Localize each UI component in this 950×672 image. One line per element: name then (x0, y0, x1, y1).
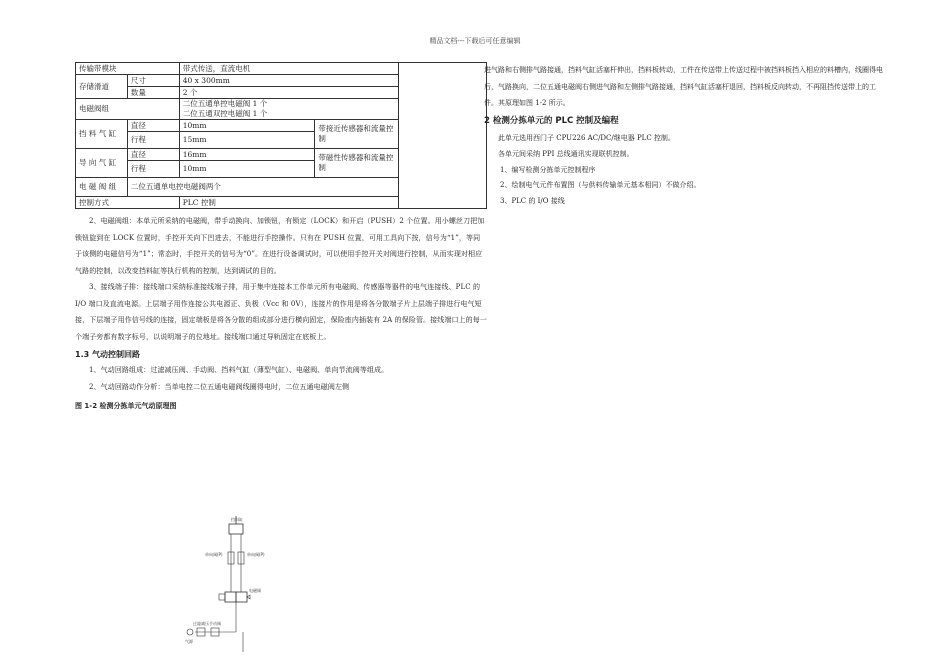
manual-valve-label: 手动阀 (209, 621, 221, 626)
paragraph-solenoid: 2、电磁阀组：本单元所采纳的电磁阀，带手动换向、加锁钮，有锁定（LOCK）和开启（PUSH）2 个位置。用小螺丝刀把加锁钮旋到在 LOCK 位置时，手控开关向下凹进去，不能进行手控操作。只有在 PUSH 位置，可用工具向下按，信号为“1”，等同于该侧的电磁信号为“1”；常态时，手控开关的信号为“0”。在进行设备调试时，可以使用手控开关对阀进行控制，从而实现对相应气路的控制，以改变挡料缸等执行机构的控制，达到调试的目的。 (75, 217, 485, 275)
table-cell: 控制方式 (76, 197, 180, 209)
solenoid-coil (219, 594, 225, 600)
cylinder-body (229, 524, 243, 534)
air-source-label: 气源 (185, 639, 193, 644)
table-cell: 带磁性传感器和流量控制 (315, 149, 399, 178)
table-cell: 电磁阀组 (76, 99, 180, 120)
valve-label-2: 单向阀(P) (247, 552, 265, 557)
table-cell: 15mm (179, 132, 315, 149)
table-cell: 电 磁 阀 组 (76, 178, 128, 197)
table-cell: 二位五通单电控电磁阀两个 (127, 178, 398, 197)
paragraph-analysis: 2、气动回路动作分析：当单电控二位五通电磁阀线圈得电时，二位五通电磁阀左侧 (89, 382, 350, 391)
table-cell: 存储滑道 (76, 75, 128, 99)
figure-caption: 图 1-2 检测分拣单元气动原理图 (75, 402, 177, 410)
table-cell: 直径 (127, 120, 179, 132)
right-column (484, 62, 884, 209)
air-source-icon (187, 629, 193, 635)
table-cell: 带接近传感器和流量控制 (315, 120, 399, 149)
table-cell (179, 99, 398, 120)
section-heading-2: 2 检测分拣单元的 PLC 控制及编程 (484, 115, 619, 126)
table-cell-empty (399, 63, 487, 209)
list-item: 1、编写检测分拣单元控制程序 (500, 165, 596, 174)
list-item: 2、绘制电气元件布置图（与供料传输单元基本相同）不做介绍。 (500, 181, 701, 189)
table-cell: 行程 (127, 132, 179, 149)
table-row (76, 63, 487, 75)
spec-table (75, 62, 487, 209)
table-cell: 10mm (179, 120, 315, 132)
table-cell: 40 x 300mm (179, 75, 398, 87)
solenoid-label: 电磁阀 (249, 588, 261, 593)
left-column (75, 62, 487, 411)
paragraph-plc: 此单元选用西门子 CPU226 AC/DC/继电器 PLC 控制。 (498, 133, 675, 142)
table-cell: 尺寸 (127, 75, 179, 87)
table-cell: 行程 (127, 161, 179, 178)
paragraph-ppi: 各单元间采纳 PPI 总线通讯实现联机控制。 (498, 150, 634, 158)
valve-line-2: 二位五通双控电磁阀 1 个 (182, 109, 268, 118)
solenoid-block-b (236, 592, 247, 602)
page-header: 精品文档---下载后可任意编辑 (429, 37, 521, 45)
solenoid-block-a (225, 592, 236, 602)
paragraph-circuit: 1、气动回路组成：过滤减压阀、手动阀、挡料气缸（薄型气缸）、电磁阀、单向节流阀等组成。 (89, 366, 389, 374)
table-cell: 传输带模块 (76, 63, 180, 75)
table-cell: 直径 (127, 149, 179, 161)
valve-line-1: 二位五通单控电磁阀 1 个 (182, 99, 268, 108)
table-cell: 数量 (127, 87, 179, 99)
paragraph-continued: 进气路和右侧排气路接通，挡料气缸活塞杆伸出，挡料板转动，工件在传送带上传送过程中被挡料板挡入相应的料槽内，线圈得电后，气路换向，二位五通电磁阀右侧进气路和左侧排气路接通，挡料气缸活塞杆退回，挡料板反向转动，不再阻挡传送带上的工件。其原理如图 1-2 所示。 (484, 66, 883, 107)
table-cell: 10mm (179, 161, 315, 178)
table-cell: 导 向 气 缸 (76, 149, 128, 178)
table-cell: PLC 控制 (179, 197, 398, 209)
valve-label-1: 单向阀(P) (205, 552, 223, 557)
table-cell: 挡 料 气 缸 (76, 120, 128, 149)
paragraph-terminal: 3、接线端子排：接线端口采纳标准接线端子排，用于集中连接本工作单元所有电磁阀、传感器等器件的电气连接线、PLC 的 I/O 端口及直流电源。上层端子用作连接公共电源正、负极（Vcc 和 0V），连接片的作用是将各分散端子片上层端子排进行电气短接，下层端子用作信号线的连接，固定端板是将各分散的组成部分进行横向固定，保险座内插装有 2A 的保险管。接线端口上的每一个端子旁都有数字标号，以说明端子的位地址。接线端口通过导轨固定在底板上。 (75, 283, 487, 341)
table-cell: 16mm (179, 149, 315, 161)
table-cell: 2 个 (179, 87, 398, 99)
spring-icon (247, 595, 250, 599)
section-heading-1-3: 1.3 气动控制回路 (75, 350, 140, 359)
cylinder-label: 挡料缸 (231, 517, 243, 522)
table-cell: 带式传送，直流电机 (179, 63, 398, 75)
list-item: 3、PLC 的 I/O 接线 (500, 196, 565, 205)
filter-label: 过滤减压 (193, 621, 209, 626)
pneumatic-diagram (185, 512, 285, 662)
